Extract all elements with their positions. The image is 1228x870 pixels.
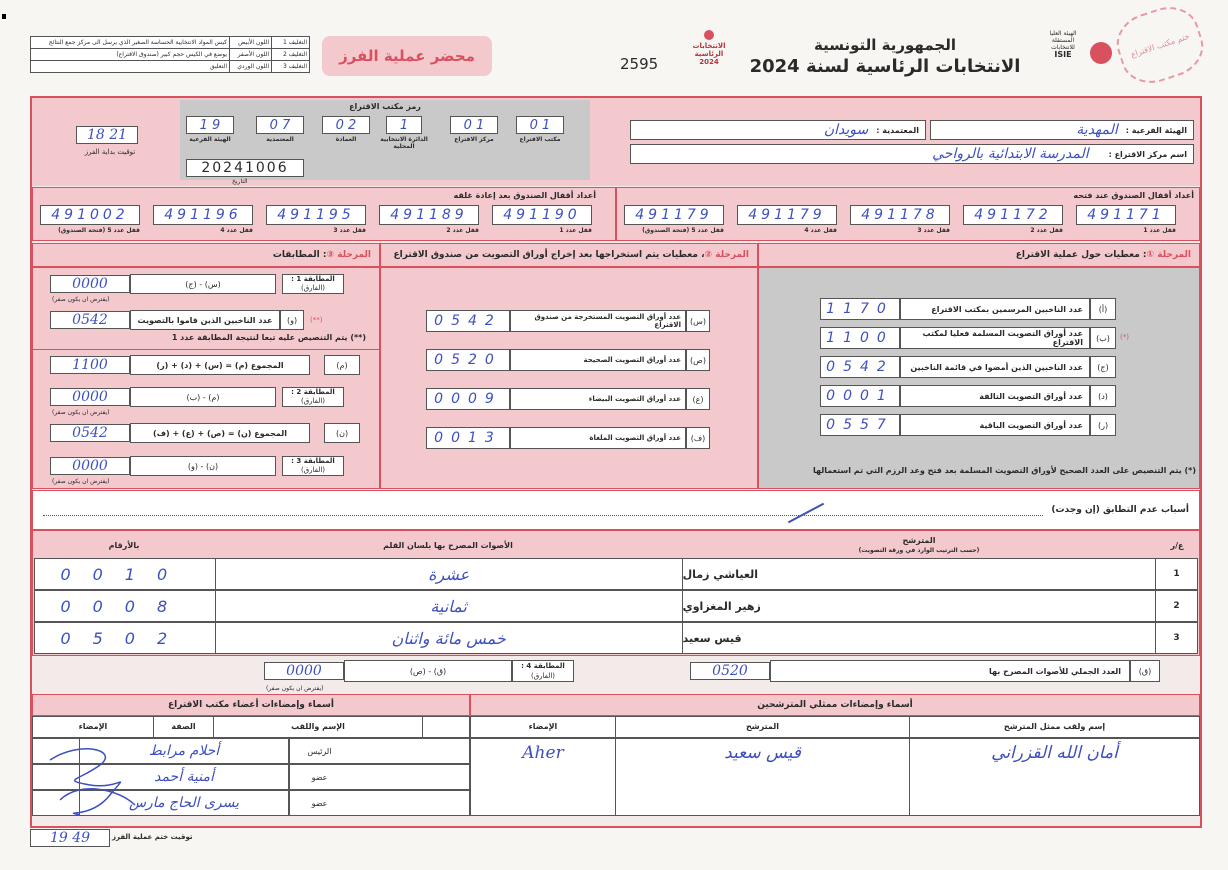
lock-label: قفل عدد 4 [804, 227, 837, 234]
sum-n-label: المجموع (ن) = (ص) + (ع) + (ف) [130, 423, 310, 443]
sum-m-row [50, 355, 360, 375]
locks-close-row [40, 205, 606, 237]
member-signature[interactable] [349, 765, 469, 789]
candidate-votes-digits[interactable]: 0502 [60, 628, 190, 648]
stage1-title: : معطيات حول عملية الاقتراع [1015, 250, 1147, 260]
sum-m-code: (م) [324, 355, 360, 375]
match4-formula: (ص) - (ق) [344, 660, 512, 682]
lock-label: قفل عدد 4 [220, 227, 253, 234]
col-candidate [682, 536, 1156, 555]
code-field-label: مركز الاقتراع [454, 136, 494, 143]
stage3-prefix: المرحلة [337, 250, 371, 260]
sum-n-code: (ن) [324, 423, 360, 443]
member-name[interactable]: أمنية أحمد [79, 765, 289, 789]
stage1-value[interactable]: 1100 [820, 327, 900, 349]
reps-col-name: إسم ولقب ممثل المترشح [909, 717, 1199, 737]
member-name[interactable]: يسرى الحاج مارس [79, 791, 289, 815]
match1-formula: (ج) - (س) [130, 274, 276, 294]
match3-title: المطابقة 3 : [291, 457, 335, 465]
stage2-row [426, 349, 710, 371]
members-col-sign: الإمضاء [78, 722, 108, 731]
match2-sub: (الفارق) [300, 397, 326, 405]
candidate-votes-words[interactable]: ثمانية [215, 591, 682, 621]
results-rows [34, 558, 1198, 654]
stage2-code: (ف) [686, 427, 710, 449]
voters-label: عدد الناخبين الذين قاموا بالتصويت [130, 310, 280, 330]
stage2-value[interactable]: 0520 [426, 349, 510, 371]
lock-value[interactable]: 491189 [379, 205, 479, 225]
lock-label: قفل عدد 1 [559, 227, 592, 234]
stage1-header: المرحلة ① : معطيات حول عملية الاقتراع [758, 243, 1200, 267]
pack-desc: يوضع في الكيس حجم كبير (صندوق الاقتراع) [31, 49, 230, 61]
member-name[interactable]: أحلام مرابط [79, 739, 289, 763]
code-field-label: مكتب الاقتراع [519, 136, 561, 143]
candidate-votes-words[interactable]: عشرة [215, 559, 682, 589]
match1-zero-note: (يفترض ان يكون صفر) [52, 296, 110, 303]
match4-sub: (الفارق) [530, 672, 556, 680]
candidate-votes-digits[interactable]: 0010 [60, 564, 190, 584]
stage2-label: عدد أوراق التصويت المستخرجة من صندوق الاقتراع [510, 310, 686, 332]
sum-m-label: المجموع (م) = (س) + (د) + (ر) [130, 355, 310, 375]
discrepancy-row[interactable] [32, 490, 1200, 530]
stage3-title: : المطابقات [272, 250, 327, 260]
center-field[interactable] [630, 144, 1194, 164]
match2-row [50, 387, 360, 407]
candidate-votes-digits[interactable]: 0008 [60, 596, 190, 616]
candidate-name: قيس سعيد [682, 623, 1155, 653]
match4-title: المطابقة 4 : [521, 662, 565, 670]
stage1-label: عدد الناخبين المرسمين بمكتب الاقتراع [900, 298, 1090, 320]
stage1-value[interactable]: 0001 [820, 385, 900, 407]
candidate-row [34, 558, 1198, 590]
lock-value[interactable]: 491002 [40, 205, 140, 225]
col-candidate-sub: (حسب الترتيب الوارد في ورقة التصويت) [858, 546, 980, 554]
members-col-role: الصفة [153, 717, 213, 737]
lock-value[interactable]: 491179 [737, 205, 837, 225]
candidate-num: 2 [1155, 591, 1197, 621]
code-field-value[interactable]: 0 1 [450, 116, 498, 134]
rep-signature[interactable]: Aher [522, 743, 564, 763]
code-field-label: الهيئة الفرعية [189, 136, 231, 143]
col-digits: بالأرقام [108, 540, 140, 550]
stage1-prefix: المرحلة [1157, 250, 1191, 260]
match3-row [50, 456, 360, 476]
stage1-row [820, 385, 1116, 407]
stage2-code: (ع) [686, 388, 710, 410]
candidate-num: 3 [1155, 623, 1197, 653]
members-header [32, 716, 470, 738]
stage1-label: عدد الناخبين الذين أمضوا في قائمة الناخبين [900, 356, 1090, 378]
lock-label: قفل عدد 3 [333, 227, 366, 234]
branch-label: الهيئة الفرعية : [1125, 125, 1187, 135]
member-role: الرئيس [289, 739, 349, 763]
code-field-label: العمادة [335, 136, 357, 143]
branch-value: المهدية [1076, 122, 1118, 138]
member-signatures [40, 740, 150, 820]
lock-value[interactable]: 491179 [624, 205, 724, 225]
reps-header [470, 716, 1200, 738]
reps-col-candidate: المترشح [615, 717, 909, 737]
stage2-code: (ص) [686, 349, 710, 371]
stage1-row [820, 327, 1129, 349]
lock-label: قفل عدد 2 [446, 227, 479, 234]
discrepancy-line [43, 504, 1043, 516]
pack-color: اللون الأصفر [230, 49, 272, 61]
voters-mark: (**) [310, 316, 323, 324]
match2-label [282, 387, 344, 407]
match3-label [282, 456, 344, 476]
candidate-votes-words[interactable]: خمس مائة واثنان [215, 623, 682, 653]
sum-m-value[interactable]: 1100 [50, 356, 130, 374]
stage2-header: المرحلة ② ، معطيات يتم استخراجها بعد إخراج أوراق التصويت من صندوق الاقتراع [380, 243, 758, 267]
col-words: الأصوات المصرح بها بلسان القلم [383, 540, 513, 550]
flag-icon [704, 30, 714, 40]
center-label: اسم مركز الاقتراع : [1108, 149, 1187, 159]
start-time-value[interactable]: 18 21 [76, 126, 138, 144]
code-field-value[interactable]: 1 [386, 116, 422, 134]
code-field-value[interactable]: 0 1 [516, 116, 564, 134]
stage3-divider [32, 349, 380, 350]
member-signature[interactable] [349, 739, 469, 763]
lock-label: قفل عدد 3 [917, 227, 950, 234]
total-code: (ق) [1130, 660, 1160, 682]
stage2-label: عدد أوراق التصويت البيضاء [510, 388, 686, 410]
col-candidate-title: المترشح [902, 535, 936, 545]
stage1-rows [820, 298, 1129, 443]
stage1-row [820, 414, 1116, 436]
stage1-value[interactable]: 1170 [820, 298, 900, 320]
match2-value[interactable]: 0000 [50, 388, 130, 406]
stage2-row [426, 427, 710, 449]
lock-value[interactable]: 491196 [153, 205, 253, 225]
code-fields [186, 116, 586, 150]
rep-name[interactable]: أمان الله القزراني [909, 739, 1199, 815]
stage1-mark: (*) [1120, 333, 1129, 341]
tunisia-flag-icon [1090, 42, 1112, 64]
stage1-value[interactable]: 0557 [820, 414, 900, 436]
stage2-value[interactable]: 0542 [426, 310, 510, 332]
match3-zero-note: (يفترض ان يكون صفر) [52, 478, 110, 485]
reps-row [470, 738, 1200, 816]
lock-value[interactable]: 491195 [266, 205, 366, 225]
signature-stroke [60, 789, 135, 805]
stage2-value[interactable]: 0009 [426, 388, 510, 410]
code-field-value[interactable]: 0 7 [256, 116, 304, 134]
stage1-code: (ب) [1090, 327, 1116, 349]
pack-desc: كيس المواد الانتخابية الحساسة الصغير الذي يرسل الى مركز جمع النتائج [31, 37, 230, 49]
republic-title: الجمهورية التونسية [814, 36, 956, 54]
lock-value[interactable]: 491171 [1076, 205, 1176, 225]
match3-formula: (و) - (ن) [130, 456, 276, 476]
match4-zero-note: (يفترض ان يكون صفر) [266, 685, 324, 692]
candidate-row [34, 590, 1198, 622]
corner-mark [2, 14, 6, 19]
match4-value[interactable]: 0000 [264, 662, 344, 680]
stage1-row [820, 356, 1116, 378]
pack-desc: التعليق [31, 61, 230, 73]
date-value[interactable]: 20241006 [186, 159, 304, 177]
lock-label: قفل عدد 1 [1143, 227, 1176, 234]
stage2-row [426, 310, 710, 332]
reps-col-sign: الإمضاء [528, 722, 558, 731]
stage1-note: (*) يتم التنصيص على العدد الصحيح لأوراق التصويت المسلمة بعد فتح وعد الرزم التي تم استعمالها [812, 466, 1196, 475]
members-col-name: الإسم واللقب [213, 717, 423, 737]
pack-color: اللون الأبيض [230, 37, 272, 49]
stage1-row [820, 298, 1116, 320]
lock-label: قفل عدد 5 (فتحة الصندوق) [642, 227, 724, 234]
match1-title: المطابقة 1 : [291, 275, 335, 283]
stage1-label: عدد أوراق التصويت الباقية [900, 414, 1090, 436]
stage1-label: عدد أوراق التصويت التالفة [900, 385, 1090, 407]
lock-label: قفل عدد 5 (فتحة الصندوق) [58, 227, 140, 234]
delegation-label: المعتمدية : [876, 125, 919, 135]
lock-value[interactable]: 491190 [492, 205, 592, 225]
election-logo-text: الانتخابات الرئاسية 2024 [692, 42, 726, 66]
results-header [34, 532, 1198, 558]
stage2-prefix: المرحلة [715, 250, 749, 260]
form-number: 2595 [620, 55, 659, 73]
candidate-name: زهير المغزاوي [682, 591, 1155, 621]
code-field-label: الدائرة الانتخابية المحلية [380, 136, 428, 150]
member-role: عضو [289, 765, 349, 789]
match2-zero-note: (يفترض ان يكون صفر) [52, 409, 110, 416]
stage2-title: ، معطيات يتم استخراجها بعد إخراج أوراق التصويت من صندوق الاقتراع [393, 250, 705, 260]
match1-sub: (الفارق) [300, 284, 326, 292]
candidate-row [34, 622, 1198, 654]
total-row [690, 660, 1190, 682]
stage2-rows [426, 310, 710, 466]
stage1-code: (ر) [1090, 414, 1116, 436]
match3-sub: (الفارق) [300, 466, 326, 474]
code-field-value[interactable]: 1 9 [186, 116, 234, 134]
match2-formula: (ب) - (م) [130, 387, 276, 407]
election-logo [686, 30, 732, 66]
stage1-code: (ج) [1090, 356, 1116, 378]
members-title: أسماء وإمضاءات أعضاء مكتب الاقتراع [32, 694, 470, 716]
sum-n-value[interactable]: 0542 [50, 424, 130, 442]
date-box [186, 159, 304, 177]
date-label: التاريخ [232, 178, 248, 185]
lock-value[interactable]: 491178 [850, 205, 950, 225]
match4-label [512, 660, 574, 682]
col-num: ع/ر [1170, 540, 1184, 550]
center-value: المدرسة الابتدائية بالرواحي [932, 146, 1089, 162]
end-time-value[interactable]: 19 49 [30, 829, 110, 847]
rep-candidate[interactable]: قيس سعيد [615, 739, 909, 815]
stage2-label: عدد أوراق التصويت الملغاة [510, 427, 686, 449]
match2-title: المطابقة 2 : [291, 388, 335, 396]
locks-open-row [624, 205, 1190, 237]
office-stamp: ختم مكتب الاقتراع [1109, 0, 1211, 91]
lock-label: قفل عدد 2 [1030, 227, 1063, 234]
isie-name: الهيئة العليا المستقلة للانتخابات [1049, 30, 1077, 51]
match1-label [282, 274, 344, 294]
code-field-value[interactable]: 0 2 [322, 116, 370, 134]
sum-n-row [50, 423, 360, 443]
packaging-table [30, 36, 310, 73]
match4-row [264, 660, 604, 682]
pack-num: التغليف 1 [272, 37, 310, 49]
match3-value[interactable]: 0000 [50, 457, 130, 475]
member-signature[interactable] [349, 791, 469, 815]
lock-value[interactable]: 491172 [963, 205, 1063, 225]
branch-field[interactable] [930, 120, 1194, 140]
stage2-row [426, 388, 710, 410]
stage2-value[interactable]: 0013 [426, 427, 510, 449]
total-value[interactable]: 0520 [690, 662, 770, 680]
stage3-note: (**) يتم التنصيص عليه تبعا لنتيجة المطابقة عدد 1 [171, 333, 366, 342]
signature-stroke [50, 749, 120, 815]
candidate-num: 1 [1155, 559, 1197, 589]
reps-title: أسماء وإمضاءات ممثلي المترشحين [470, 694, 1200, 716]
election-title: الانتخابات الرئاسية لسنة 2024 [749, 56, 1021, 77]
stage2-code: (س) [686, 310, 710, 332]
end-time-label: توقيت ختم عملية الفرز [112, 833, 193, 841]
stage1-label: عدد أوراق التصويت المسلمة فعليا لمكتب الاقتراع [900, 327, 1090, 349]
total-label: العدد الجملي للأصوات المصرح بها [770, 660, 1130, 682]
stage1-code: (د) [1090, 385, 1116, 407]
voters-row [50, 310, 370, 330]
voters-value[interactable]: 0542 [50, 311, 130, 329]
match1-value[interactable]: 0000 [50, 275, 130, 293]
candidate-name: العياشي زمال [682, 559, 1155, 589]
member-role: عضو [289, 791, 349, 815]
code-title: رمز مكتب الاقتراع [349, 102, 421, 111]
pack-num: التغليف 2 [272, 49, 310, 61]
locks-open-title: أعداد أقفال الصندوق عند فتحه [1073, 191, 1194, 200]
stage3-header: المرحلة ③ : المطابقات [32, 243, 380, 267]
stage2-label: عدد أوراق التصويت الصحيحة [510, 349, 686, 371]
start-time-label: توقيت بداية الفرز [84, 148, 136, 156]
discrepancy-label: أسباب عدم التطابق (إن وجدت) [1051, 505, 1189, 515]
match1-row [50, 274, 360, 294]
delegation-field[interactable] [630, 120, 926, 140]
stage1-code: (أ) [1090, 298, 1116, 320]
pack-color: اللون الوردي [230, 61, 272, 73]
stage1-value[interactable]: 0542 [820, 356, 900, 378]
delegation-value: سويدان [823, 122, 869, 138]
voters-code: (و) [280, 310, 304, 330]
start-time-box [76, 126, 138, 144]
form-header [0, 0, 1228, 95]
isie-logo [1040, 30, 1086, 59]
locks-close-title: أعداد أقفال الصندوق بعد إعادة غلقه [453, 191, 596, 200]
pack-num: التغليف 3 [272, 61, 310, 73]
isie-abbr: ISIE [1054, 50, 1072, 59]
form-title: محضر عملية الفرز [322, 36, 492, 76]
code-field-label: المعتمدية [266, 136, 294, 143]
